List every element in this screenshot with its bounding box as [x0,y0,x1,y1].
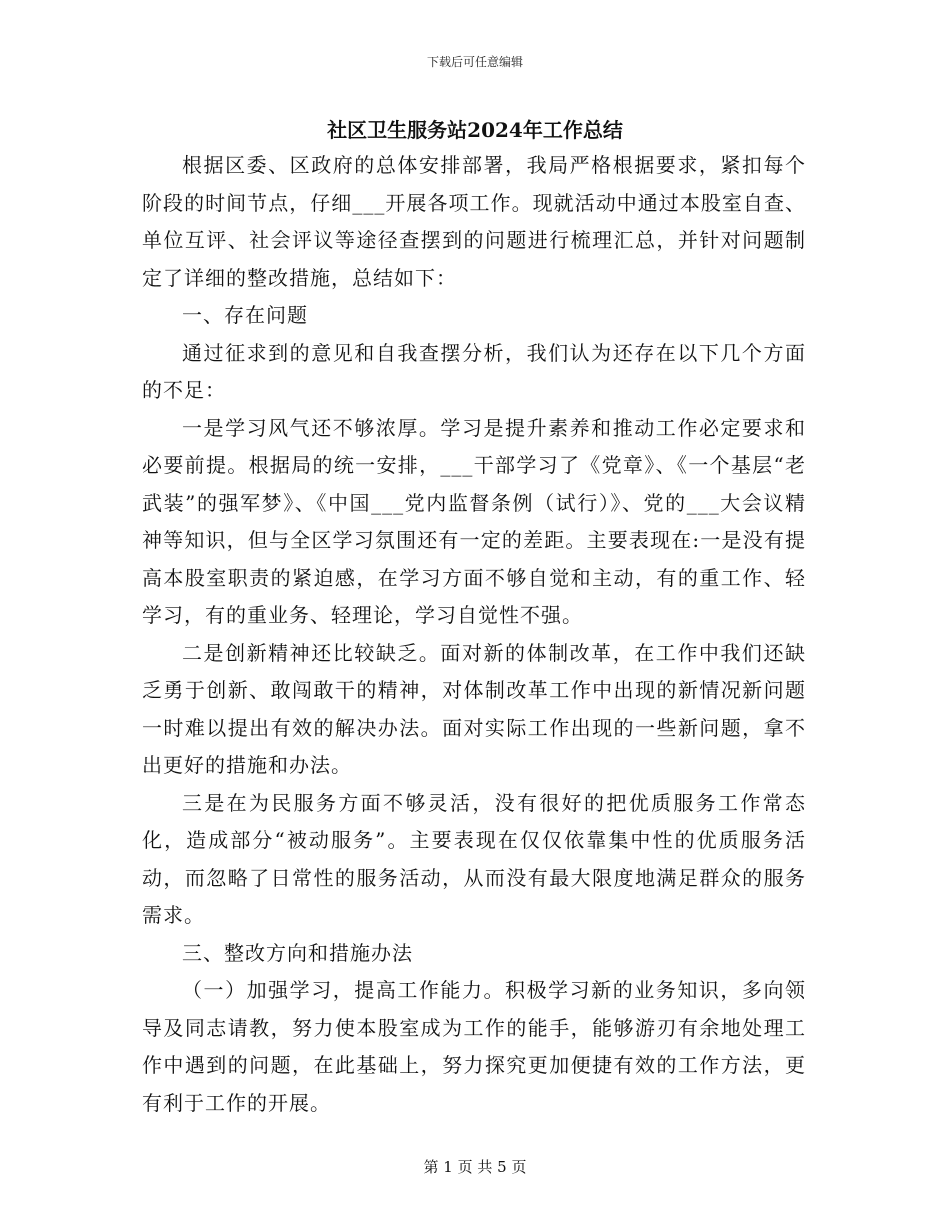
page-footer: 第 1 页 共 5 页 [423,1158,527,1176]
problem-1-paragraph: 一是学习风气还不够浓厚。学习是提升素养和推动工作必定要求和必要前提。根据局的统一安排，___干部学习了《党章》、《一个基层“老武装”的强军梦》、《中国___党内监督条例（试行）》、党的___大会议精神等知识，但与全区学习氛围还有一定的差距。主要表现在:一是没有提高本股室职责的紧迫感，在学习方面不够自觉和主动，有的重工作、轻学习，有的重业务、轻理论，学习自觉性不强。 [142,415,806,627]
section-heading-measures: 三、整改方向和措施办法 [182,940,413,965]
header-note: 下载后可任意编辑 [426,55,523,69]
document-body [142,147,806,1122]
document-title: 社区卫生服务站2024年工作总结 [327,118,623,142]
intro-paragraph: 根据区委、区政府的总体安排部署，我局严格根据要求，紧扣每个阶段的时间节点，仔细___开展各项工作。现就活动中通过本股室自查、单位互评、社会评议等途径查摆到的问题进行梳理汇总，并针对问题制定了详细的整改措施，总结如下： [142,153,806,290]
problem-3-paragraph: 三是在为民服务方面不够灵活，没有很好的把优质服务工作常态化，造成部分“被动服务”。主要表现在仅仅依靠集中性的优质服务活动，而忽略了日常性的服务活动，从而没有最大限度地满足群众的服务需求。 [142,790,806,927]
measure-1-paragraph: （一）加强学习，提高工作能力。积极学习新的业务知识，多向领导及同志请教，努力使本股室成为工作的能手，能够游刃有余地处理工作中遇到的问题，在此基础上，努力探究更加便捷有效的工作方法，更有利于工作的开展。 [142,978,806,1115]
section-heading-problems: 一、存在问题 [182,303,308,327]
problems-intro-paragraph: 通过征求到的意见和自我查摆分析，我们认为还存在以下几个方面的不足： [142,340,806,402]
problem-2-paragraph: 二是创新精神还比较缺乏。面对新的体制改革，在工作中我们还缺乏勇于创新、敢闯敢干的精神，对体制改革工作中出现的新情况新问题一时难以提出有效的解决办法。面对实际工作出现的一些新问题，拿不出更好的措施和办法。 [142,640,806,777]
